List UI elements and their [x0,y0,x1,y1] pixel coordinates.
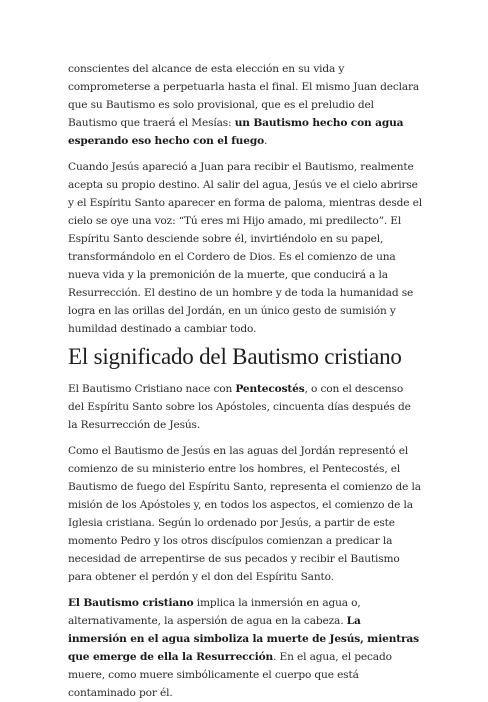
text: , o con el descenso del Espíritu Santo sobre los Apóstoles, cincuenta días después de la Resurrección de Jesús. [68,383,411,431]
text: El Bautismo Cristiano nace con [68,383,236,395]
emphasis-text: El Bautismo cristiano [68,597,194,609]
emphasis-text: Pentecostés [235,383,305,395]
paragraph-pentecost [68,380,422,434]
text: implica la inmersión en agua o, alternativamente, la aspersión de agua en la cabeza. [68,597,361,627]
section-heading: El significado del Bautismo cristiano [68,344,402,369]
paragraph-christian-baptism [68,594,422,702]
emphasis-text: un Bautismo hecho con agua esperando eso hecho con el fuego [68,117,404,147]
text: . En el agua, el pecado muere, como muere simbólicamente el cuerpo que está contaminado por él. [68,651,392,699]
paragraph-mission-of-apostles: Como el Bautismo de Jesús en las aguas del Jordán representó el comienzo de su ministerio entre los hombres, el Pentecostés, el Bautismo de fuego del Espíritu Santo, representa el comienzo de la misión de los Apóstoles y, en todos los aspectos, el comienzo de la Iglesia cristiana. Según lo ordenado por Jesús, a partir de este momento Pedro y los otros discípulos comienzan a predicar la necesidad de arrepentirse de sus pecados y recibir el Bautismo para obtener el perdón y el don del Espíritu Santo. [68,445,421,583]
text: conscientes del alcance de esta elección en su vida y comprometerse a perpetuarla hasta el final. El mismo Juan declara que su Bautismo es solo provisional, que es el preludio del Bautismo que traerá el Mesías: [68,63,420,129]
text: . [264,135,268,147]
emphasis-text: La inmersión en el agua simboliza la muerte de Jesús, mientras que emerge de ella la Resurrección [68,615,419,663]
paragraph-jesus-baptism: Cuando Jesús apareció a Juan para recibir el Bautismo, realmente acepta su propio destino. Al salir del agua, Jesús ve el cielo abrirse y el Espíritu Santo aparecer en forma de paloma, mientras desde el cielo se oye una voz: “Tú eres mi Hijo amado, mi predilecto”. El Espíritu Santo desciende sobre él, invirtiéndolo en su papel, transformándolo en el Cordero de Dios. Es el comienzo de una nueva vida y la premonición de la muerte, que conducirá a la Resurrección. El destino de un hombre y de toda la humanidad se logra en las orillas del Jordán, en un único gesto de sumisión y humildad destinado a cambiar todo. [68,161,422,335]
paragraph-baptism-of-john [68,60,422,150]
